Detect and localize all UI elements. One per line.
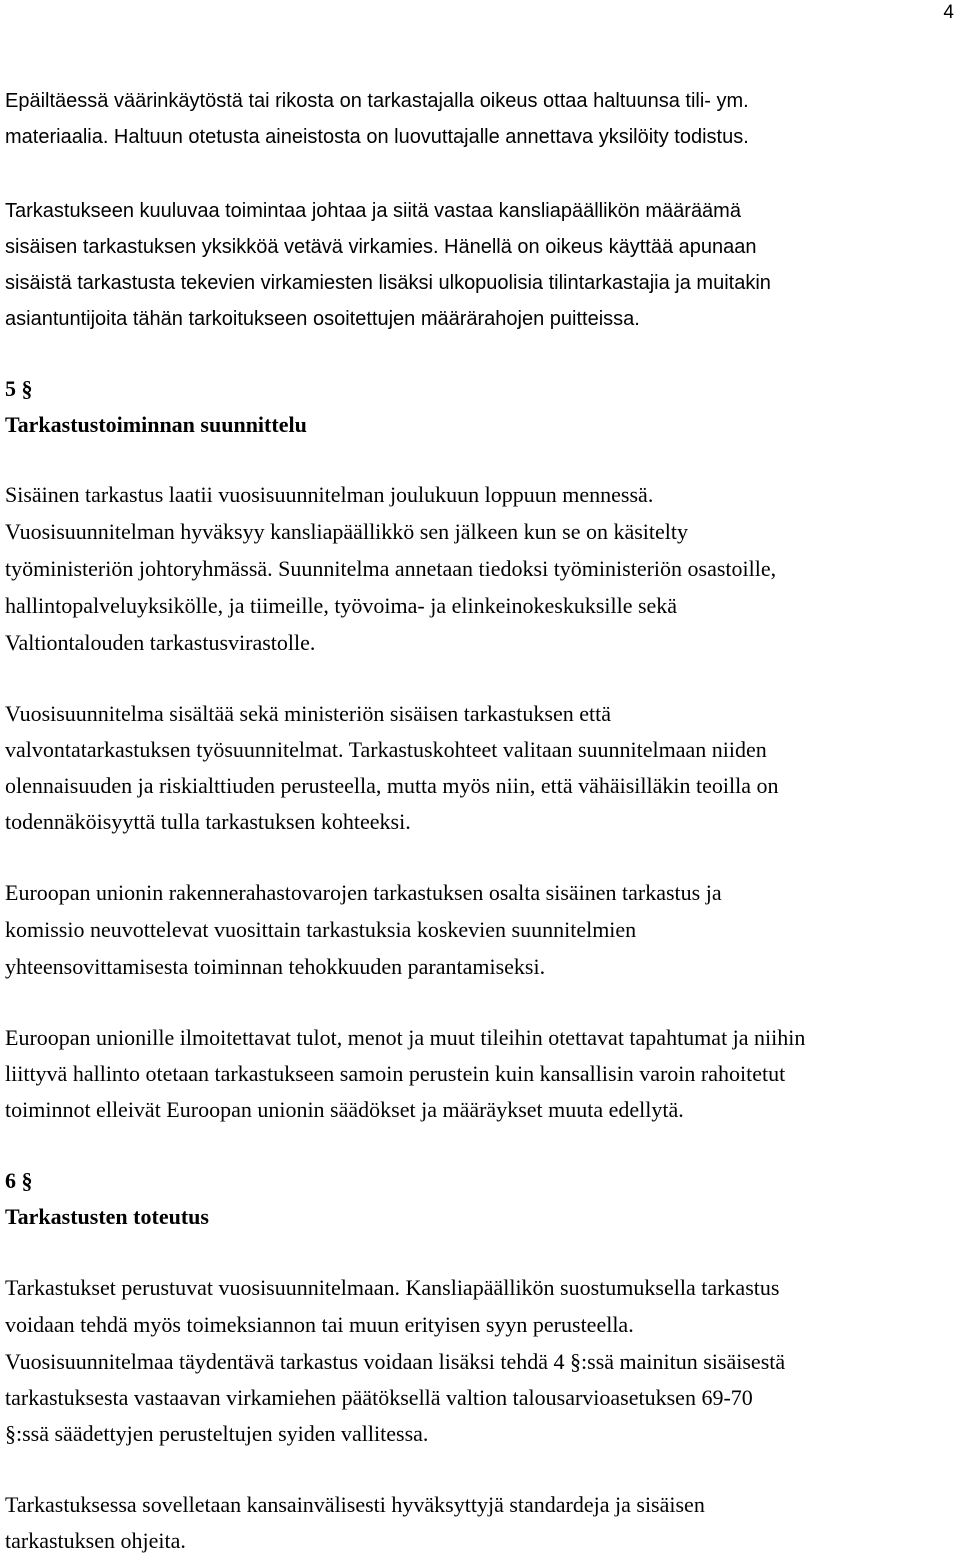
text-line: Vuosisuunnitelma sisältää sekä ministeriön sisäisen tarkastuksen että: [5, 701, 611, 726]
section-number: 5 §: [5, 376, 33, 401]
section-heading: Tarkastusten toteutus: [5, 1204, 209, 1229]
text-line: Vuosisuunnitelmaa täydentävä tarkastus voidaan lisäksi tehdä 4 §:ssä mainitun sisäisestä: [5, 1349, 786, 1374]
text-line: hallintopalveluyksikölle, ja tiimeille, työvoima- ja elinkeinokeskuksille sekä: [5, 593, 678, 618]
text-line: toiminnot elleivät Euroopan unionin säädökset ja määräykset muuta edellytä.: [5, 1097, 684, 1122]
text-line: liittyvä hallinto otetaan tarkastukseen samoin perustein kuin kansallisin varoin rahoitetut: [5, 1061, 786, 1086]
text-line: työministeriön johtoryhmässä. Suunnitelma annetaan tiedoksi työministeriön osastoille,: [5, 556, 777, 581]
text-line: olennaisuuden ja riskialttiuden perusteella, mutta myös niin, että vähäisilläkin teoilla on: [5, 773, 779, 798]
text-line: §:ssä säädettyjen perusteltujen syiden vallitessa.: [5, 1421, 429, 1446]
text-line: Euroopan unionin rakennerahastovarojen tarkastuksen osalta sisäinen tarkastus ja: [5, 880, 722, 905]
section-heading: Tarkastustoiminnan suunnittelu: [5, 412, 307, 437]
text-line: materiaalia. Haltuun otetusta aineistosta on luovuttajalle annettava yksilöity todistus.: [5, 126, 749, 148]
text-line: yhteensovittamisesta toiminnan tehokkuuden parantamiseksi.: [5, 954, 546, 979]
text-line: sisäisen tarkastuksen yksikköä vetävä virkamies. Hänellä on oikeus käyttää apunaan: [5, 236, 757, 258]
text-line: todennäköisyyttä tulla tarkastuksen kohteeksi.: [5, 809, 411, 834]
text-line: Tarkastukseen kuuluvaa toimintaa johtaa ja siitä vastaa kansliapäällikön määräämä: [5, 200, 741, 222]
page-number: 4: [943, 2, 954, 23]
text-line: Vuosisuunnitelman hyväksyy kansliapäällikkö sen jälkeen kun se on käsitelty: [5, 519, 688, 544]
text-line: Sisäinen tarkastus laatii vuosisuunnitelman joulukuun loppuun mennessä.: [5, 482, 654, 507]
text-line: voidaan tehdä myös toimeksiannon tai muun erityisen syyn perusteella.: [5, 1312, 634, 1337]
text-line: Epäiltäessä väärinkäytöstä tai rikosta on tarkastajalla oikeus ottaa haltuunsa tili- ym.: [5, 90, 749, 112]
text-line: Tarkastuksessa sovelletaan kansainvälisesti hyväksyttyjä standardeja ja sisäisen: [5, 1492, 705, 1517]
text-line: Tarkastukset perustuvat vuosisuunnitelmaan. Kansliapäällikön suostumuksella tarkastus: [5, 1275, 780, 1300]
text-line: Valtiontalouden tarkastusvirastolle.: [5, 630, 316, 655]
text-line: komissio neuvottelevat vuosittain tarkastuksia koskevien suunnitelmien: [5, 917, 637, 942]
text-line: valvontatarkastuksen työsuunnitelmat. Tarkastuskohteet valitaan suunnitelmaan niiden: [5, 737, 767, 762]
text-line: tarkastuksesta vastaavan virkamiehen päätöksellä valtion talousarvioasetuksen 69-70: [5, 1385, 753, 1410]
text-line: tarkastuksen ohjeita.: [5, 1528, 186, 1553]
text-line: Euroopan unionille ilmoitettavat tulot, menot ja muut tileihin otettavat tapahtumat ja niihin: [5, 1025, 806, 1050]
text-line: sisäistä tarkastusta tekevien virkamiesten lisäksi ulkopuolisia tilintarkastajia ja muitakin: [5, 272, 771, 294]
section-number: 6 §: [5, 1168, 33, 1193]
text-line: asiantuntijoita tähän tarkoitukseen osoitettujen määrärahojen puitteissa.: [5, 308, 640, 330]
